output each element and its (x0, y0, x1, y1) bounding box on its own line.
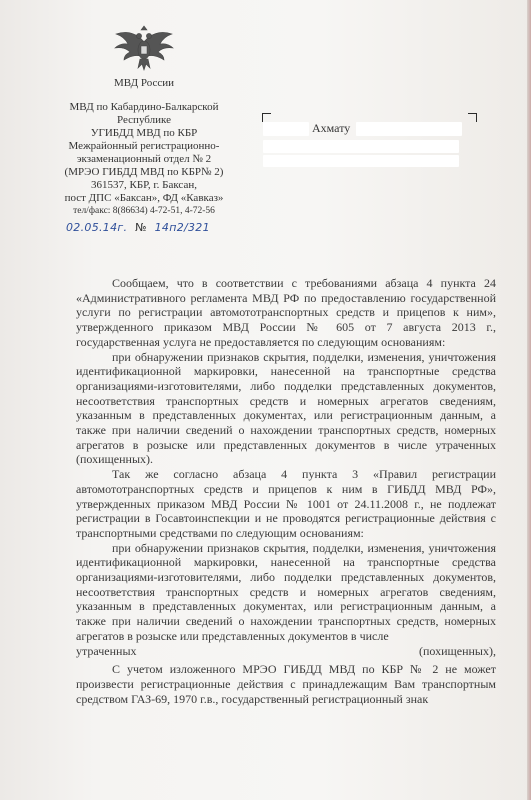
outgoing-date-number (66, 221, 210, 234)
org-line: УГИБДД МВД по КБР (90, 127, 198, 139)
redaction-box (356, 122, 462, 136)
org-line: Межрайонный регистрационно- (68, 140, 220, 152)
redaction-box (263, 140, 459, 153)
org-line: (МРЭО ГИБДД МВД по КБР№ 2) (64, 166, 224, 178)
org-line: 361537, КБР, г. Баксан, (91, 179, 197, 191)
org-line: Республике (117, 114, 171, 126)
org-line: МВД по Кабардино-Балкарской (69, 101, 219, 113)
letter-body (76, 276, 496, 706)
outgoing-number: 14п2/321 (154, 221, 210, 234)
paragraph: С учетом изложенного МРЭО ГИБДД МВД по КБР № 2 не может произвести регистрационные действия с принадлежащим Вам транспортным средством ГАЗ-69, 1970 г.в., государственный регистрационный знак (76, 662, 496, 706)
paragraph: при обнаружении признаков скрытия, подделки, изменения, уничтожения идентификационной маркировки, нанесенной на транспортные средства организациями-изготовителями, либо подделки представленных документов, несоответствия транспортных средств и номерных агрегатов сведениям, указанным в представленных документах, или регистрационным данным, а также при наличии сведений о нахождении транспортных средств, номерных агрегатов в розыске или представленных документов в числе (76, 540, 496, 643)
addressee-name: Ахмату (312, 121, 351, 135)
redaction-box (263, 155, 459, 167)
paragraph: Так же согласно абзаца 4 пункта 3 «Правил регистрации автомототранспортных средств и прицепов к ним в ГИБДД МВД РФ», утвержденных приказом МВД России № 1001 от 24.11.2008 г., не подлежат регистрации в Госавтоинспекции и не проводятся регистрационные действия с транспортными средствами по следующим основаниям: (76, 467, 496, 540)
address-corner-mark (468, 113, 477, 122)
double-headed-eagle-emblem-icon (112, 24, 176, 72)
address-corner-mark (262, 113, 271, 122)
paragraph: Сообщаем, что в соответствии с требованиями абзаца 4 пункта 24 «Административного регламента МВД РФ по предоставлению государственной услуги по регистрации автомототранспортных средств и прицепов к ним», утвержденного приказом МВД России № 605 от 7 августа 2013 г., государственная услуга не предоставляется по следующим основаниям: (76, 276, 496, 349)
paragraph-ending (76, 644, 496, 659)
outgoing-date: 02.05.14г. (66, 221, 128, 234)
paragraph-ending-right: (похищенных), (418, 643, 496, 658)
page-edge (527, 0, 531, 800)
phone-fax: тел/факс: 8(86634) 4-72-51, 4-72-56 (73, 206, 215, 216)
org-line: пост ДПС «Баксан», ФД «Кавказ» (64, 192, 224, 204)
number-sign: № (135, 221, 147, 234)
paragraph-ending-left: утраченных (76, 643, 137, 658)
org-line: экзаменационный отдел № 2 (76, 153, 212, 165)
org-title: МВД России (113, 77, 175, 89)
org-address-block (60, 101, 228, 218)
paragraph: при обнаружении признаков скрытия, подделки, изменения, уничтожения идентификационной маркировки, нанесенной на транспортные средства организациями-изготовителями, либо подделки представленных документов, несоответствия транспортных средств и номерных агрегатов сведениям, указанным в представленных документах, или регистрационным данным, а также при наличии сведений о нахождении транспортных средств, номерных агрегатов в розыске или представленных документов в числе утраченных (похищенных). (76, 349, 496, 467)
redaction-box (263, 122, 309, 136)
